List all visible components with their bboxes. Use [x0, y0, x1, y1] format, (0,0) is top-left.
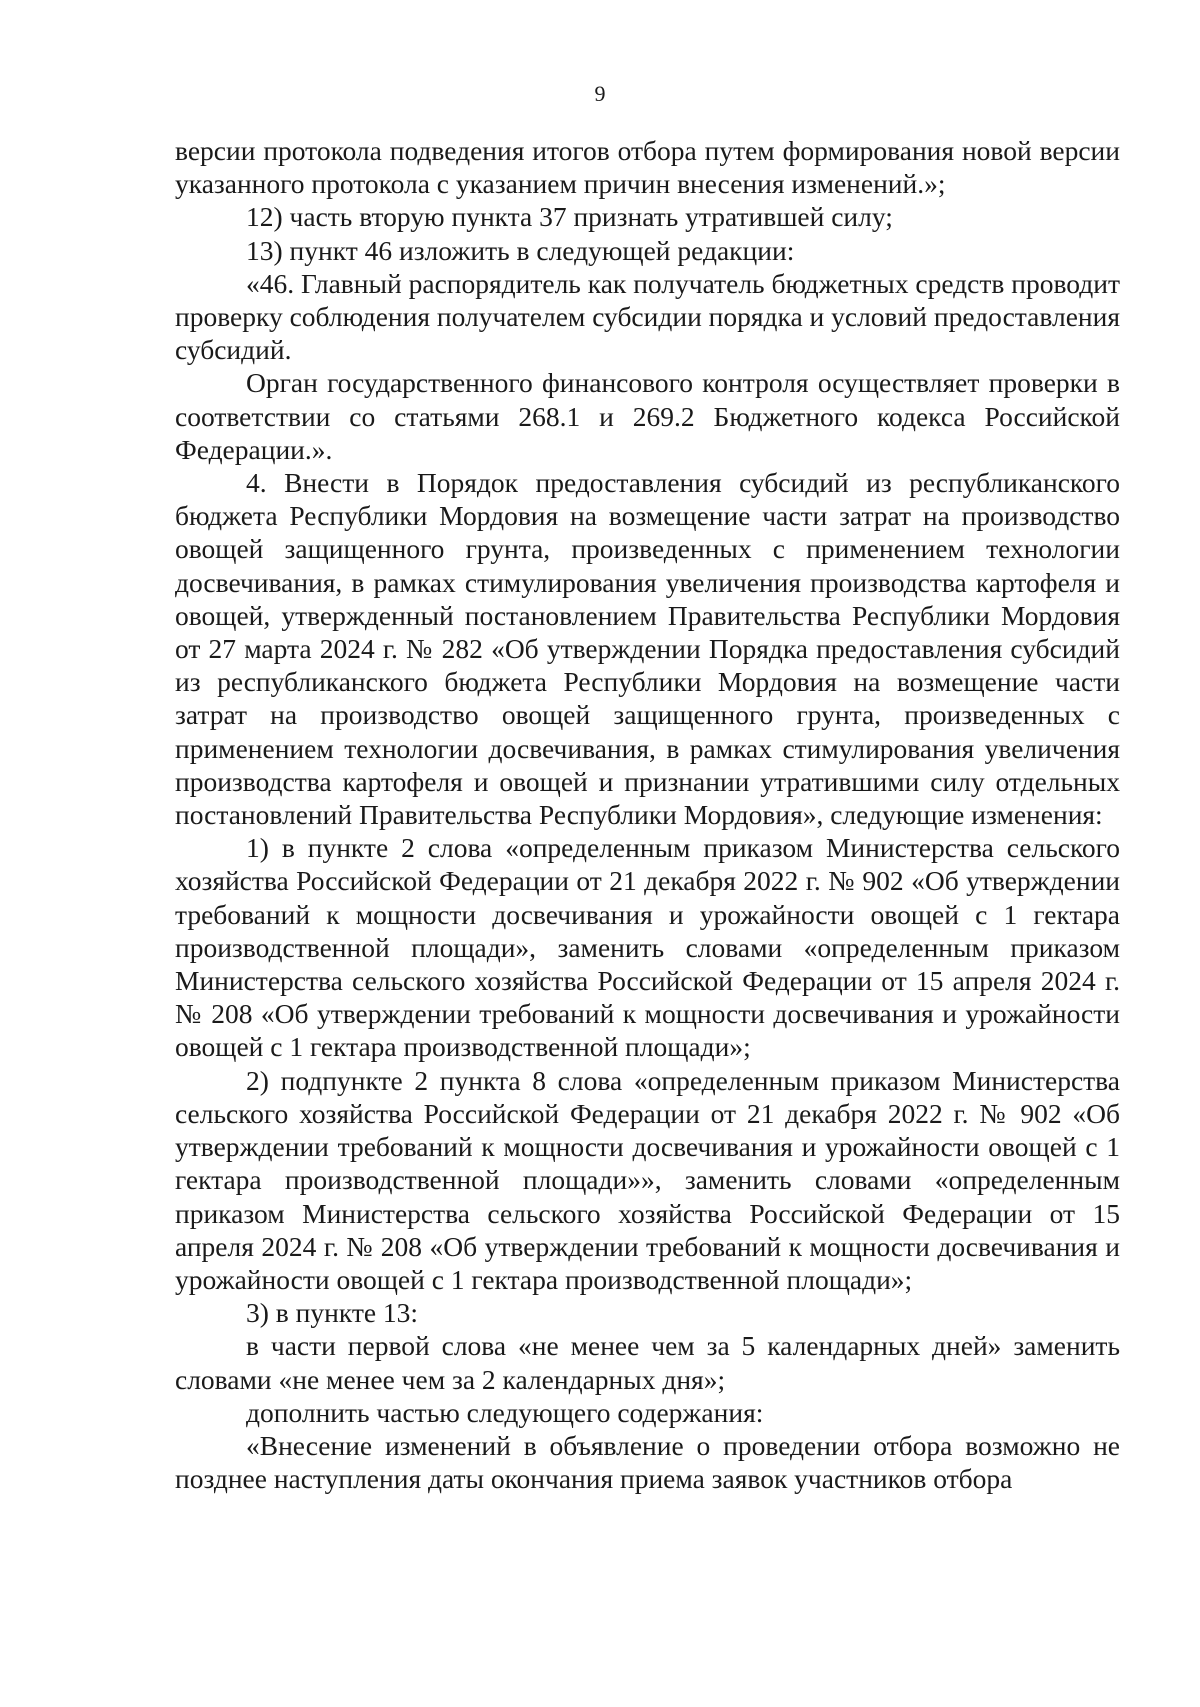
paragraph-supplement: дополнить частью следующего содержания:	[246, 1396, 764, 1428]
paragraph-part-one: в части первой слова «не менее чем за 5 календарных дней» заменить словами «не менее чем за 2 календарных дня»;	[175, 1330, 1120, 1395]
paragraph-subitem-3: 3) в пункте 13:	[246, 1297, 419, 1329]
paragraph-item-12: 12) часть вторую пункта 37 признать утратившей силу;	[246, 201, 893, 233]
paragraph-subitem-1: 1) в пункте 2 слова «определенным приказом Министерства сельского хозяйства Российской Федерации от 21 декабря 2022 г. № 902 «Об утверждении требований к мощности досвечивания и урожайности овощей с 1 гектара производственной площади», заменить словами «определенным приказом Министерства сельского хозяйства Российской Федерации от 15 апреля 2024 г. № 208 «Об утверждении требований к мощности досвечивания и урожайности овощей с 1 гектара производственной площади»;	[175, 832, 1120, 1063]
page-number: 9	[594, 81, 606, 106]
paragraph-section-4: 4. Внести в Порядок предоставления субсидий из республиканского бюджета Республики Мордовия на возмещение части затрат на производство овощей защищенного грунта, произведенных с применением технологии досвечивания, в рамках стимулирования увеличения производства картофеля и овощей, утвержденный постановлением Правительства Республики Мордовия от 27 марта 2024 г. № 282 «Об утверждении Порядка предоставления субсидий из республиканского бюджета Республики Мордовия на возмещение части затрат на производство овощей защищенного грунта, произведенных с применением технологии досвечивания, в рамках стимулирования увеличения производства картофеля и овощей и признании утратившими силу отдельных постановлений Правительства Республики Мордовия», следующие изменения:	[175, 467, 1120, 831]
paragraph-continuation: версии протокола подведения итогов отбора путем формирования новой версии указанного протокола с указанием причин внесения изменений.»;	[175, 135, 1120, 200]
paragraph-financial-control: Орган государственного финансового контроля осуществляет проверки в соответствии со статьями 268.1 и 269.2 Бюджетного кодекса Российской Федерации.».	[175, 367, 1120, 465]
paragraph-item-13: 13) пункт 46 изложить в следующей редакции:	[246, 234, 795, 266]
document-body	[175, 134, 1120, 1495]
paragraph-clause-46: «46. Главный распорядитель как получатель бюджетных средств проводит проверку соблюдения получателем субсидии порядка и условий предоставления субсидий.	[175, 267, 1120, 366]
paragraph-subitem-2: 2) подпункте 2 пункта 8 слова «определенным приказом Министерства сельского хозяйства Российской Федерации от 21 декабря 2022 г. № 902 «Об утверждении требований к мощности досвечивания и урожайности овощей с 1 гектара производственной площади»», заменить словами «определенным приказом Министерства сельского хозяйства Российской Федерации от 15 апреля 2024 г. № 208 «Об утверждении требований к мощности досвечивания и урожайности овощей с 1 гектара производственной площади»;	[175, 1064, 1120, 1295]
paragraph-amendment-text: «Внесение изменений в объявление о проведении отбора возможно не позднее наступления даты окончания приема заявок участников отбора	[175, 1429, 1120, 1495]
